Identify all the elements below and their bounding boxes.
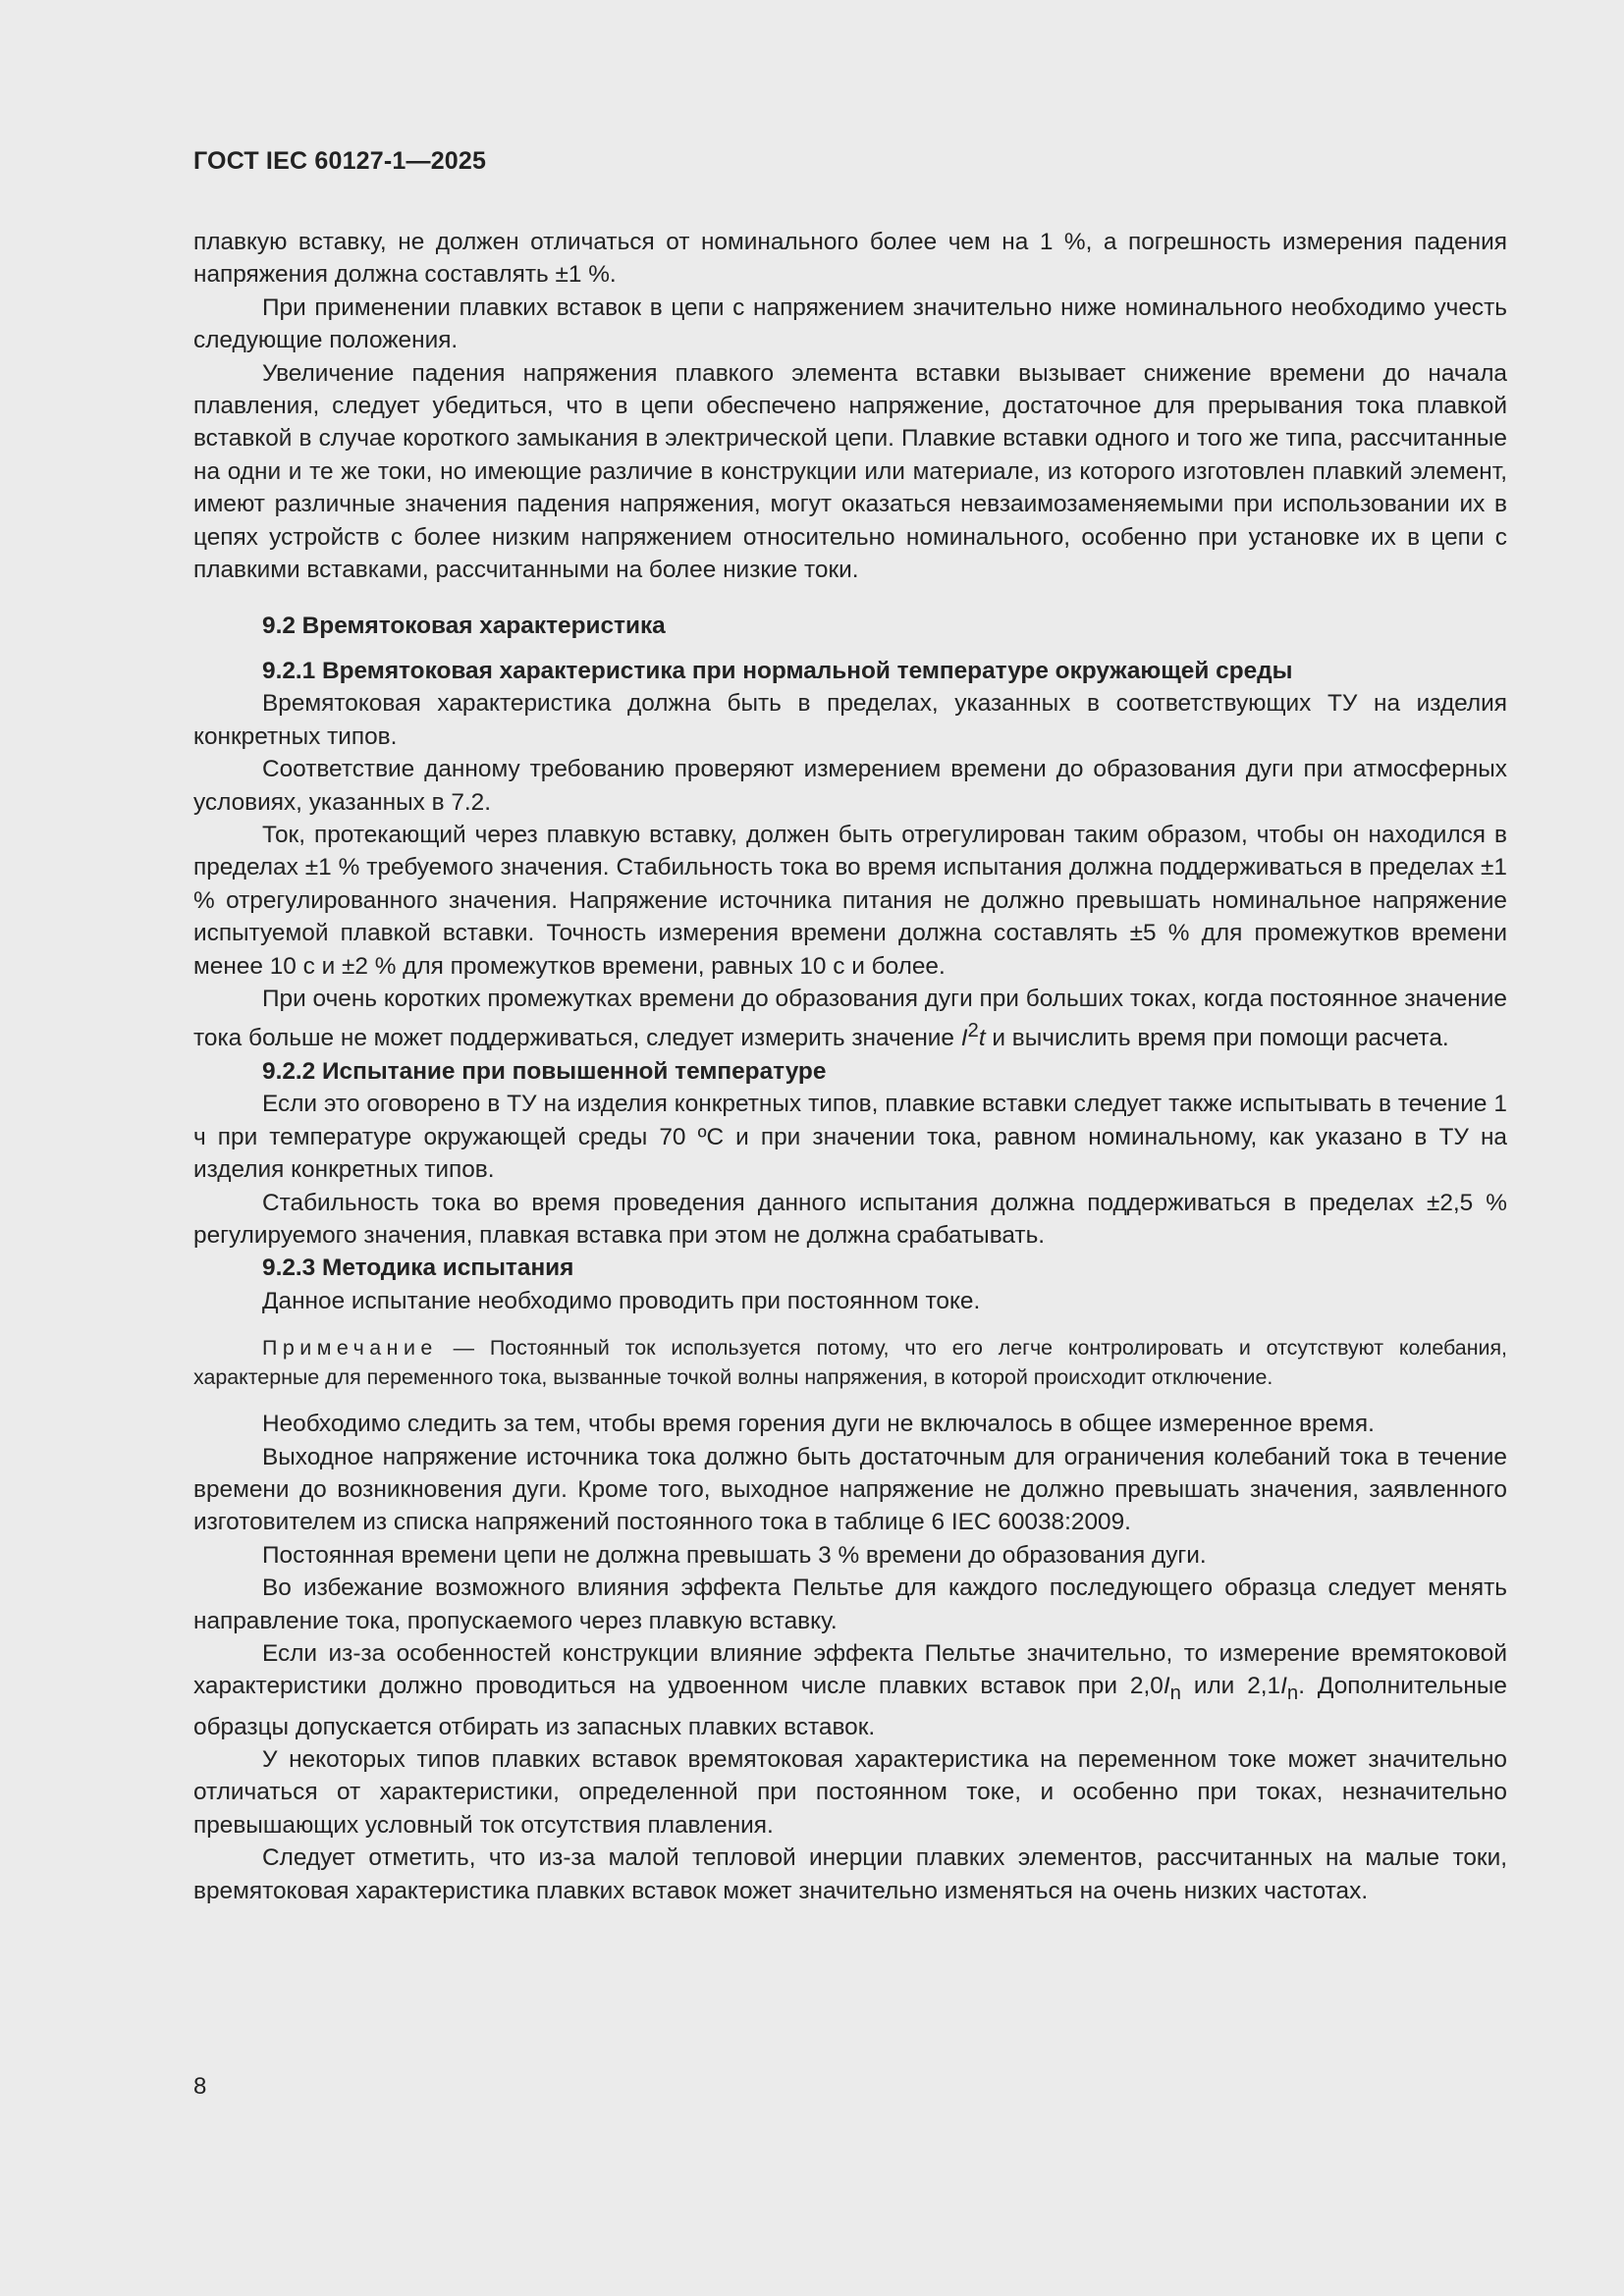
- paragraph-9-2-1-verification: Соответствие данному требованию проверяют измерением времени до образования дуги при атмосферных условиях, указанных в 7.2.: [193, 756, 1507, 816]
- text-run: . Дополнительные образцы допускается отбирать из запасных плавких вставок.: [193, 1673, 1507, 1740]
- paragraph-9-2-2-stability: Стабильность тока во время проведения данного испытания должна поддерживаться в пределах ±2,5 % регулируемого значения, плавкая вставка при этом не должна срабатывать.: [193, 1189, 1507, 1249]
- paragraph-9-2-3-dc: Данное испытание необходимо проводить при постоянном токе.: [262, 1287, 981, 1314]
- superscript-two: 2: [967, 1020, 979, 1042]
- symbol-time: t: [978, 1025, 986, 1052]
- paragraph-9-2-3-peltier-significant: [193, 1637, 1507, 1743]
- paragraph-9-2-1-current: Ток, протекающий через плавкую вставку, должен быть отрегулирован таким образом, чтобы он находился в пределах ±1 % требуемого значения. Стабильность тока во время испытания должна поддерживаться в пределах ±1 % отрегулированного значения. Напряжение источника питания не должно превышать номинальное напряжение испытуемой плавкой вставки. Точность измерения времени должна составлять ±5 % для промежутков времени менее 10 с и ±2 % для промежутков времени, равных 10 с и более.: [193, 821, 1507, 980]
- text-run: и вычислить время при помощи расчета.: [985, 1025, 1449, 1052]
- section-heading-9-2-2: 9.2.2 Испытание при повышенной температуре: [262, 1057, 827, 1085]
- page-body: [193, 226, 1507, 1907]
- paragraph-continuation: плавкую вставку, не должен отличаться от номинального более чем на 1 %, а погрешность измерения падения напряжения должна составлять ±1 %.: [193, 229, 1507, 289]
- note-text: — Постоянный ток используется потому, что его легче контролировать и отсутствуют колебания, характерные для переменного тока, вызванные точкой волны напряжения, в которой происходит отключение.: [193, 1336, 1507, 1390]
- symbol-current: I: [960, 1025, 968, 1052]
- page-number: 8: [193, 2073, 207, 2100]
- paragraph-low-voltage: При применении плавких вставок в цепи с напряжением значительно ниже номинального необходимо учесть следующие положения.: [193, 294, 1507, 354]
- subscript-n: n: [1169, 1682, 1181, 1705]
- paragraph-voltage-drop: Увеличение падения напряжения плавкого элемента вставки вызывает снижение времени до начала плавления, следует убедиться, что в цепи обеспечено напряжение, достаточное для прерывания тока плавкой вставкой в случае короткого замыкания в электрической цепи. Плавкие вставки одного и того же типа, рассчитанные на одни и те же токи, но имеющие различие в конструкции или материале, из которого изготовлен плавкий элемент, имеют различные значения падения напряжения, могут оказаться невзаимозаменяемыми при использовании их в цепях устройств с более низким напряжением относительно номинального, особенно при установке их в цепи с плавкими вставками, рассчитанными на более низкие токи.: [193, 359, 1507, 584]
- section-heading-9-2-1: 9.2.1 Времятоковая характеристика при нормальной температуре окружающей среды: [262, 657, 1293, 684]
- note: [193, 1333, 1507, 1392]
- subscript-n: n: [1286, 1682, 1299, 1705]
- paragraph-9-2-2-temperature: Если это оговорено в ТУ на изделия конкретных типов, плавкие вставки следует также испытывать в течение 1 ч при температуре окружающей среды 70 ºС и при значении тока, равном номинальному, как указано в ТУ на изделия конкретных типов.: [193, 1091, 1507, 1184]
- paragraph-9-2-3-arc-time: Необходимо следить за тем, чтобы время горения дуги не включалось в общее измеренное время.: [262, 1411, 1375, 1438]
- section-heading-9-2-3: 9.2.3 Методика испытания: [262, 1255, 574, 1282]
- section-heading-9-2: 9.2 Времятоковая характеристика: [262, 613, 666, 640]
- paragraph-9-2-1-short-times: [193, 983, 1507, 1055]
- paragraph-9-2-3-low-frequency: Следует отметить, что из-за малой тепловой инерции плавких элементов, рассчитанных на малые токи, времятоковая характеристика плавких вставок может значительно изменяться на очень низких частотах.: [193, 1844, 1507, 1904]
- paragraph-9-2-1-limits: Времятоковая характеристика должна быть в пределах, указанных в соответствующих ТУ на изделия конкретных типов.: [193, 690, 1507, 750]
- symbol-current: I: [1280, 1673, 1287, 1700]
- paragraph-9-2-3-output-voltage: Выходное напряжение источника тока должно быть достаточным для ограничения колебаний тока в течение времени до возникновения дуги. Кроме того, выходное напряжение не должно превышать значения, заявленного изготовителем из списка напряжений постоянного тока в таблице 6 IEC 60038:2009.: [193, 1443, 1507, 1536]
- note-label: Примечание: [262, 1336, 438, 1361]
- text-run: Если из-за особенностей конструкции влияние эффекта Пельтье значительно, то измерение времятоковой характеристики должно проводиться на удвоенном числе плавких вставок при 2,0: [193, 1639, 1507, 1700]
- text-run: При очень коротких промежутках времени до образования дуги при больших токах, когда постоянное значение тока больше не может поддерживаться, следует измерить значение: [193, 985, 1507, 1052]
- paragraph-9-2-3-peltier: Во избежание возможного влияния эффекта Пельтье для каждого последующего образца следует менять направление тока, пропускаемого через плавкую вставку.: [193, 1575, 1507, 1634]
- paragraph-9-2-3-time-constant: Постоянная времени цепи не должна превышать 3 % времени до образования дуги.: [262, 1541, 1207, 1569]
- paragraph-9-2-3-ac-difference: У некоторых типов плавких вставок времятоковая характеристика на переменном токе может значительно отличаться от характеристики, определенной при постоянном токе, и особенно при токах, незначительно превышающих условный ток отсутствия плавления.: [193, 1746, 1507, 1839]
- document-header: ГОСТ IEC 60127-1—2025: [193, 147, 487, 175]
- symbol-current: I: [1163, 1673, 1170, 1700]
- text-run: или 2,1: [1180, 1673, 1281, 1700]
